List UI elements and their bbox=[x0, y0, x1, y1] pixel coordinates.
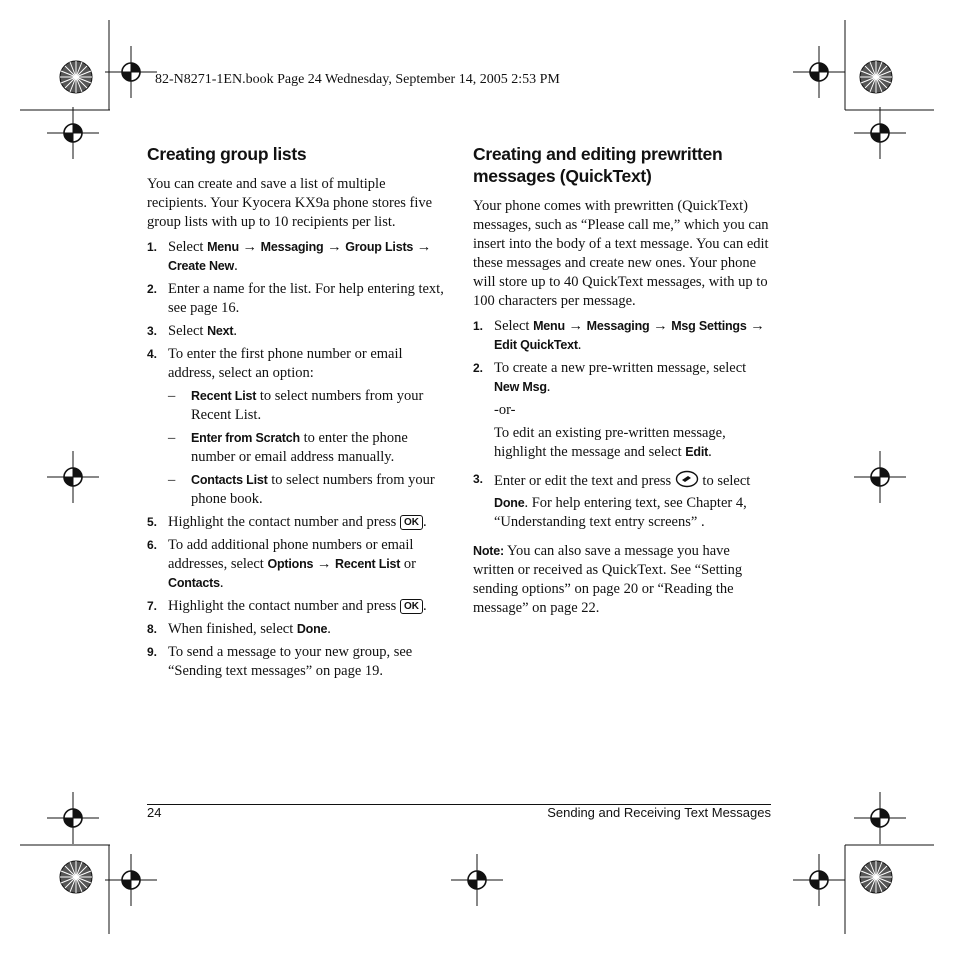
step-5: 5. Highlight the contact number and press OK . bbox=[147, 514, 427, 530]
option-list bbox=[168, 387, 447, 509]
starburst-bottom-left-icon bbox=[60, 861, 92, 893]
crosshair-icon bbox=[451, 854, 503, 906]
steps-list bbox=[147, 238, 447, 681]
ok-key-icon: OK bbox=[400, 599, 423, 614]
step-4: 4. To enter the first phone number or email address, select an option: – Recent List to select numbers from your Recent List. – Enter from Scratch to enter the phone number or email address manually. – Contacts List to select numbers from your phone book. bbox=[147, 345, 447, 509]
ok-key-icon: OK bbox=[400, 515, 423, 530]
step-8: 8. When finished, select Done. bbox=[147, 621, 331, 637]
crosshair-icon bbox=[105, 854, 157, 906]
section-title: Creating and editing prewritten messages (QuickText) bbox=[473, 144, 723, 186]
print-header: 82-N8271-1EN.book Page 24 Wednesday, September 14, 2005 2:53 PM bbox=[155, 72, 560, 87]
step-2: 2. To create a new pre-written message, select New Msg. -or- To edit an existing pre-written message, highlight the message and select Edit. bbox=[473, 359, 773, 462]
crosshair-icon bbox=[47, 451, 99, 503]
starburst-bottom-right-icon bbox=[860, 861, 892, 893]
step-1: 1. Select Menu → Messaging → Group Lists → Create New. bbox=[147, 239, 432, 274]
starburst-top-right-icon bbox=[860, 61, 892, 93]
note-paragraph: Note: You can also save a message you have written or received as QuickText. See “Setting sending options” on page 20 or “Reading the message” on page 22. bbox=[473, 543, 743, 616]
left-column bbox=[147, 143, 447, 685]
crosshair-icon bbox=[105, 46, 157, 98]
chapter-title: Sending and Receiving Text Messages bbox=[547, 805, 771, 820]
step-3: 3. Select Next. bbox=[147, 323, 237, 339]
or-separator: -or- bbox=[494, 402, 516, 418]
step-2: 2. Enter a name for the list. For help entering text, see page 16. bbox=[147, 281, 444, 316]
left-softkey-icon bbox=[675, 470, 699, 494]
step-3: 3. Enter or edit the text and press to select Done. For help entering text, see Chapter 4, “Understanding text entry screens” . bbox=[473, 472, 751, 530]
step-2-alt: To edit an existing pre-written message, highlight the message and select Edit. bbox=[494, 425, 726, 460]
crosshair-icon bbox=[854, 451, 906, 503]
option-item: – Contacts List to select numbers from your phone book. bbox=[168, 472, 435, 507]
right-column bbox=[473, 143, 773, 624]
steps-list bbox=[473, 317, 773, 532]
step-9: 9. To send a message to your new group, see “Sending text messages” on page 19. bbox=[147, 644, 413, 679]
crosshair-icon bbox=[47, 107, 99, 159]
intro-paragraph: Your phone comes with prewritten (QuickText) messages, such as “Please call me,” which you can insert into the body of a text message. You can edit these messages and create new ones. Your phone will store up to 40 QuickText messages, with up to 100 characters per message. bbox=[473, 198, 769, 309]
step-7: 7. Highlight the contact number and press OK . bbox=[147, 598, 427, 614]
crosshair-icon bbox=[854, 792, 906, 844]
step-1: 1. Select Menu → Messaging → Msg Settings → Edit QuickText. bbox=[473, 318, 765, 353]
crosshair-icon bbox=[793, 854, 845, 906]
crosshair-icon bbox=[854, 107, 906, 159]
step-6: 6. To add additional phone numbers or email addresses, select Options → Recent List or Contacts. bbox=[147, 537, 416, 591]
crosshair-icon bbox=[47, 792, 99, 844]
option-item: – Recent List to select numbers from your Recent List. bbox=[168, 388, 424, 423]
intro-paragraph: You can create and save a list of multiple recipients. Your Kyocera KX9a phone stores five group lists with up to 10 recipients per list. bbox=[147, 176, 433, 230]
crosshair-icon bbox=[793, 46, 845, 98]
page-number: 24 bbox=[147, 805, 162, 820]
starburst-top-left-icon bbox=[60, 61, 92, 93]
option-item: – Enter from Scratch to enter the phone number or email address manually. bbox=[168, 430, 408, 465]
section-title: Creating group lists bbox=[147, 144, 307, 164]
